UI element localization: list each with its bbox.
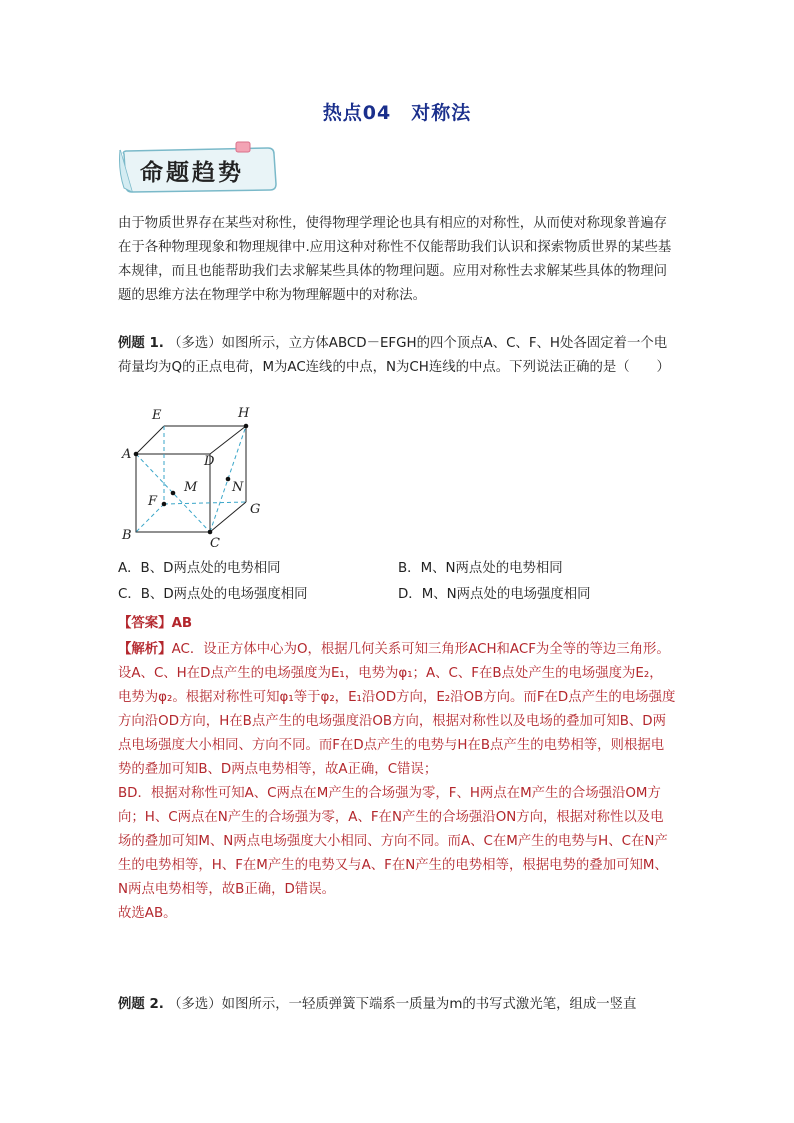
label-H: H xyxy=(238,406,250,421)
example-1-text: （多选）如图所示，立方体ABCD－EFGH的四个顶点A、C、F、H处各固定着一个电荷量均为Q的正点电荷，M为AC连线的中点，N为CH连线的中点。下列说法正确的是（ ） xyxy=(118,336,670,375)
analysis-text-2: BD．根据对称性可知A、C两点在M产生的合场强为零，F、H两点在M产生的合场强沿OM方向；H、C两点在N产生的合场强为零，A、F在N产生的合场强沿ON方向，根据对称性以及电场的叠加可知M、N两点电场强度大小相同、方向不同。而A、C在M产生的电势与H、C在N产生的电势相等，H、F在M产生的电势又与A、F在N产生的电势相等，根据电势的叠加可知M、N两点电势相等，故B正确，D错误。 xyxy=(118,786,668,897)
example-1-label: 例题 1. xyxy=(118,336,164,351)
label-G: G xyxy=(250,502,261,517)
option-b: B．M、N两点处的电势相同 xyxy=(398,561,563,576)
option-a: A．B、D两点处的电势相同 xyxy=(118,561,281,576)
label-F: F xyxy=(148,494,158,509)
cube-figure xyxy=(118,404,268,554)
option-c: C．B、D两点处的电场强度相同 xyxy=(118,587,308,602)
label-E: E xyxy=(152,408,162,423)
example-2 xyxy=(118,993,676,1017)
label-C: C xyxy=(210,536,220,551)
label-D: D xyxy=(204,454,215,469)
label-B: B xyxy=(122,528,132,543)
analysis-conclusion: 故选AB。 xyxy=(118,906,177,921)
banner-text: 命题趋势 xyxy=(140,159,244,186)
analysis-label: 【解析】 xyxy=(118,642,172,657)
answer-value: AB xyxy=(171,616,193,631)
analysis-block xyxy=(118,638,676,926)
intro-paragraph xyxy=(118,212,676,308)
example-1 xyxy=(118,332,676,380)
answer-line xyxy=(118,612,676,636)
page-title: 热点04 对称法 xyxy=(322,102,472,124)
section-banner xyxy=(118,140,282,198)
label-M: M xyxy=(184,480,198,495)
clip-icon xyxy=(236,142,250,152)
example-2-text: （多选）如图所示，一轻质弹簧下端系一质量为m的书写式激光笔，组成一竖直 xyxy=(168,997,637,1012)
analysis-text-1: AC．设正方体中心为O，根据几何关系可知三角形ACH和ACF为全等的等边三角形。设A、C、H在D点产生的电场强度为E₁，电势为φ₁；A、C、F在B点处产生的电场强度为E₂，电势为φ₂。根据对称性可知φ₁等于φ₂，E₁沿OD方向，E₂沿OB方向。而F在D点产生的电场强度方向沿OD方向，H在B点产生的电场强度沿OB方向，根据对称性以及电场的叠加可知B、D两点电场强度大小相同、方向不同。而F在D点产生的电势与H在B点产生的电势相等，则根据电势的叠加可知B、D两点电势相等，故A正确，C错误； xyxy=(118,642,676,777)
label-A: A xyxy=(122,447,132,462)
example-2-label: 例题 2. xyxy=(118,997,164,1012)
answer-label: 【答案】 xyxy=(118,616,172,631)
label-N: N xyxy=(232,480,244,495)
option-d: D．M、N两点处的电场强度相同 xyxy=(398,587,591,602)
intro-text: 由于物质世界存在某些对称性，使得物理学理论也具有相应的对称性，从而使对称现象普遍存在于各种物理现象和物理规律中.应用这种对称性不仅能帮助我们认识和探索物质世界的某些基本规律，而且也能帮助我们去求解某些具体的物理问题。应用对称性去求解某些具体的物理问题的思维方法在物理学中称为物理解题中的对称法。 xyxy=(118,216,672,303)
